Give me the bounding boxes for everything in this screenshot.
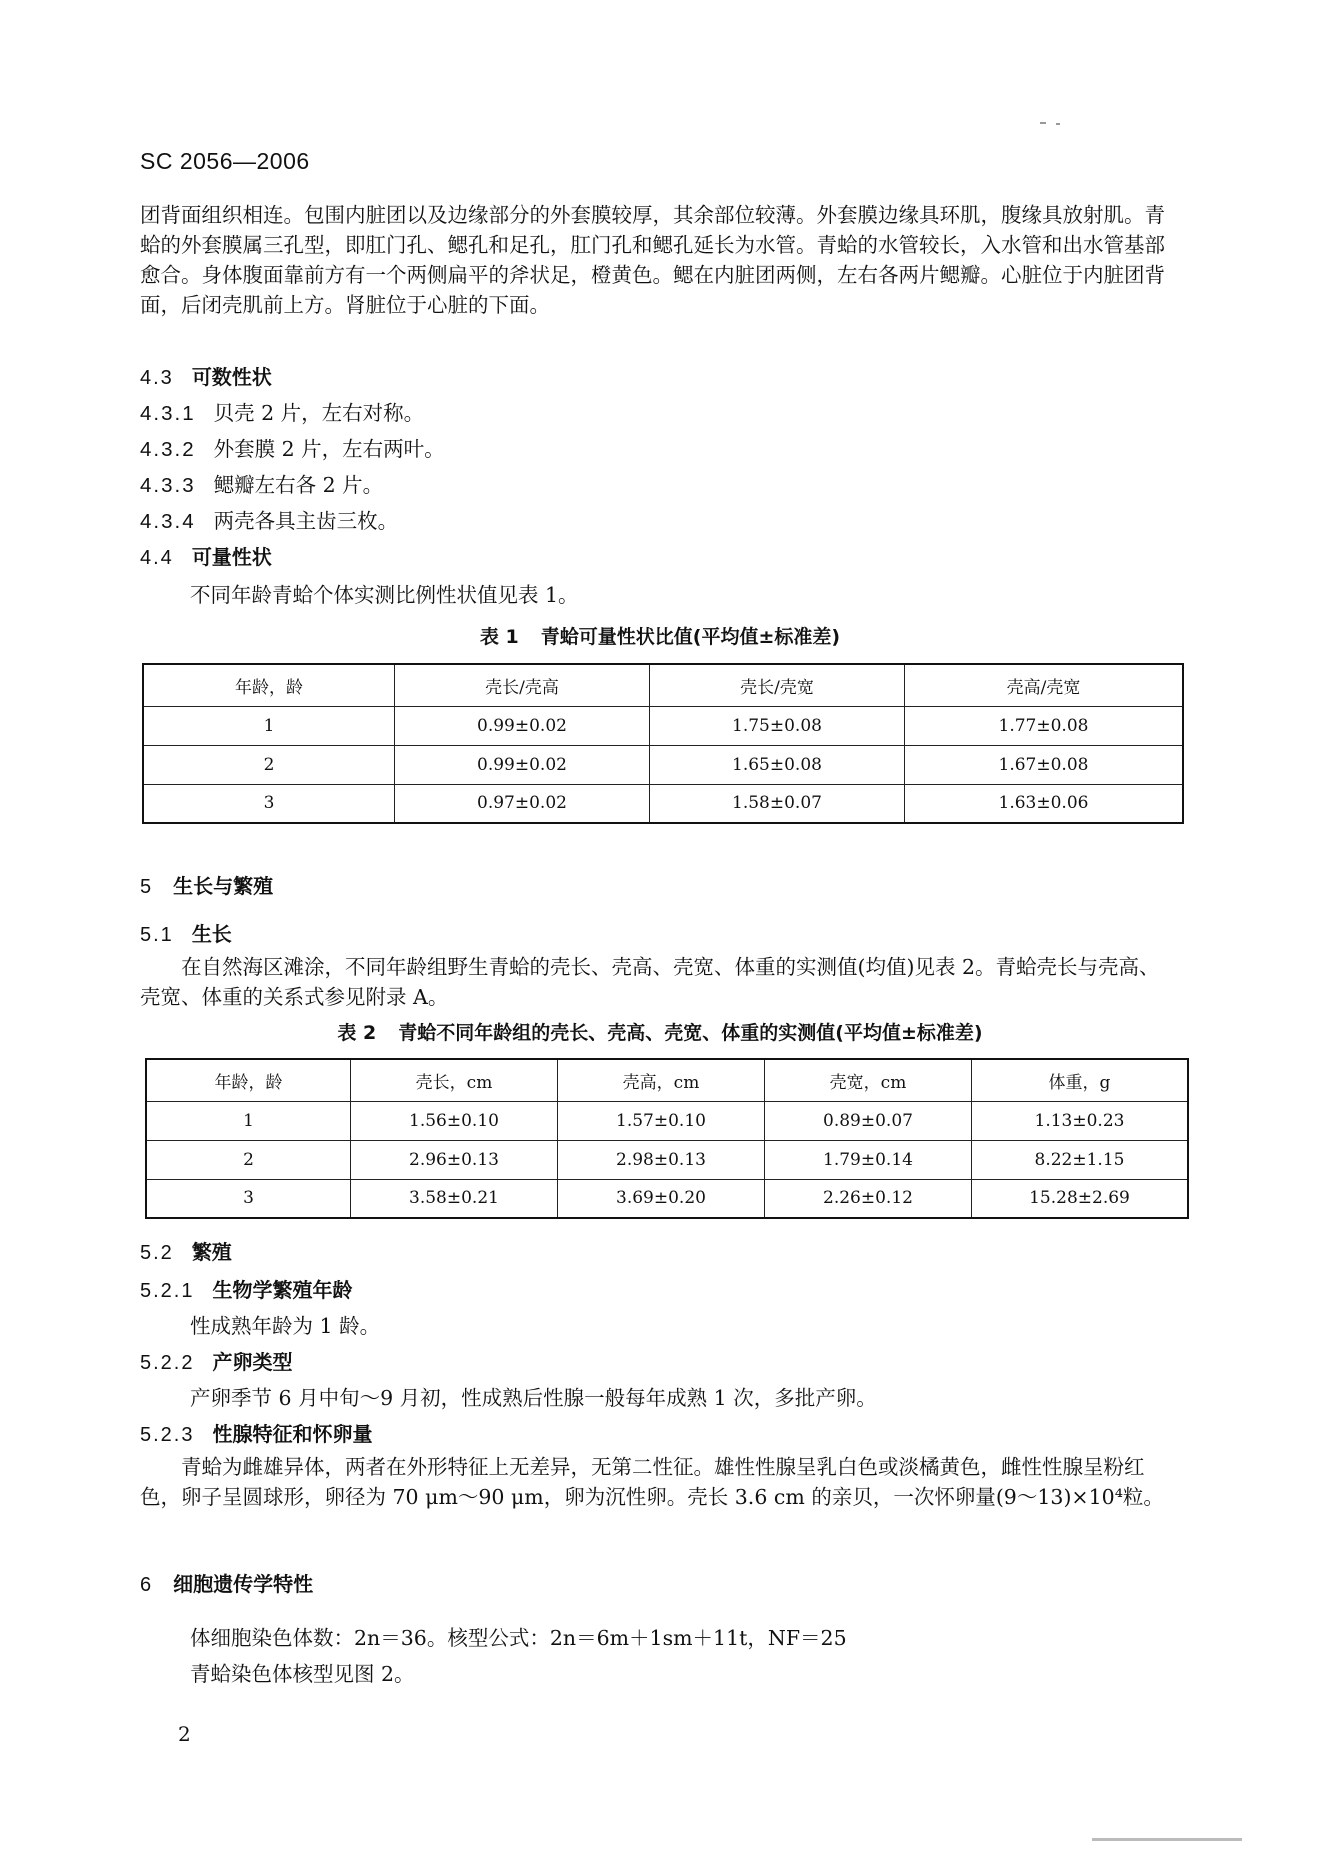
list-item xyxy=(140,504,398,534)
table-label: 表 2 xyxy=(337,1022,377,1044)
section-title: 生长 xyxy=(191,924,232,946)
paragraph-4-4: 不同年龄青蛤个体实测比例性状值见表 1。 xyxy=(190,583,579,607)
table-cell: 0.97±0.02 xyxy=(395,784,650,823)
section-5-2-1-heading xyxy=(140,1274,352,1303)
section-5-heading xyxy=(140,870,273,899)
table-cell: 1.67±0.08 xyxy=(905,745,1184,784)
paragraph-6-line2: 青蛤染色体核型见图 2。 xyxy=(190,1662,415,1686)
section-number: 6 xyxy=(140,1574,152,1596)
table-cell: 1.58±0.07 xyxy=(650,784,905,823)
table-cell: 0.99±0.02 xyxy=(395,706,650,745)
table-cell: 1.65±0.08 xyxy=(650,745,905,784)
table-cell: 1 xyxy=(146,1101,351,1140)
list-item xyxy=(140,396,424,426)
table-cell: 2 xyxy=(143,745,395,784)
paragraph-5-2-1: 性成熟年龄为 1 龄。 xyxy=(190,1314,381,1338)
table-cell: 1.56±0.10 xyxy=(351,1101,558,1140)
table-label: 表 1 xyxy=(479,626,519,648)
table-header-row xyxy=(143,664,1183,706)
item-number: 4.3.3 xyxy=(140,474,196,497)
table-cell: 0.89±0.07 xyxy=(765,1101,972,1140)
table-row xyxy=(143,745,1183,784)
paragraph-6-line1: 体细胞染色体数：2n＝36。核型公式：2n＝6m＋1sm＋11t，NF＝25 xyxy=(190,1626,847,1650)
table-cell: 1 xyxy=(143,706,395,745)
list-item xyxy=(140,468,383,498)
table-cell: 1.77±0.08 xyxy=(905,706,1184,745)
section-number: 5.2.3 xyxy=(140,1424,195,1446)
item-text: 贝壳 2 片，左右对称。 xyxy=(213,401,425,425)
paragraph-5-2-2: 产卵季节 6 月中旬～9 月初，性成熟后性腺一般每年成熟 1 次，多批产卵。 xyxy=(190,1386,877,1410)
section-5-2-heading xyxy=(140,1236,232,1265)
table-row xyxy=(143,706,1183,745)
item-number: 4.3.4 xyxy=(140,510,196,533)
scan-edge-mark xyxy=(1092,1838,1242,1841)
table-header-row xyxy=(146,1059,1188,1101)
table-cell: 8.22±1.15 xyxy=(972,1140,1189,1179)
section-title: 生长与繁殖 xyxy=(173,876,274,898)
section-title: 繁殖 xyxy=(191,1242,232,1264)
scan-speck xyxy=(1040,122,1046,124)
table-cell: 0.99±0.02 xyxy=(395,745,650,784)
item-number: 4.3.1 xyxy=(140,402,196,425)
table-cell: 3.58±0.21 xyxy=(351,1179,558,1218)
section-5-1-heading xyxy=(140,918,232,947)
section-5-2-3-heading xyxy=(140,1418,372,1447)
section-4-3-heading xyxy=(140,361,272,390)
table-title: 青蛤可量性状比值(平均值±标准差) xyxy=(540,626,841,648)
table-cell: 15.28±2.69 xyxy=(972,1179,1189,1218)
section-title: 生物学繁殖年龄 xyxy=(212,1280,353,1302)
section-title: 细胞遗传学特性 xyxy=(173,1574,314,1596)
table-row xyxy=(143,784,1183,823)
table-header: 壳宽，cm xyxy=(765,1059,972,1101)
section-number: 5 xyxy=(140,876,152,898)
table-cell: 1.79±0.14 xyxy=(765,1140,972,1179)
table-cell: 1.63±0.06 xyxy=(905,784,1184,823)
section-5-2-2-heading xyxy=(140,1346,292,1375)
table-header: 体重，g xyxy=(972,1059,1189,1101)
section-4-4-heading xyxy=(140,541,272,570)
scan-speck xyxy=(1056,123,1060,125)
table-row xyxy=(146,1101,1188,1140)
table-cell: 3 xyxy=(143,784,395,823)
table-title: 青蛤不同年龄组的壳长、壳高、壳宽、体重的实测值(平均值±标准差) xyxy=(398,1022,983,1044)
section-number: 5.2 xyxy=(140,1242,174,1264)
section-title: 性腺特征和怀卵量 xyxy=(212,1424,373,1446)
section-title: 可数性状 xyxy=(191,367,272,389)
table-header: 壳高，cm xyxy=(558,1059,765,1101)
paragraph-5-1: 在自然海区滩涂，不同年龄组野生青蛤的壳长、壳高、壳宽、体重的实测值(均值)见表 2。青蛤壳长与壳高、壳宽、体重的关系式参见附录 A。 xyxy=(140,955,1160,1009)
intro-paragraph: 团背面组织相连。包围内脏团以及边缘部分的外套膜较厚，其余部位较薄。外套膜边缘具环肌，腹缘具放射肌。青蛤的外套膜属三孔型，即肛门孔、鳃孔和足孔，肛门孔和鳃孔延长为水管。青蛤的水管较长，入水管和出水管基部愈合。身体腹面靠前方有一个两侧扁平的斧状足，橙黄色。鳃在内脏团两侧，左右各两片鳃瓣。心脏位于内脏团背面，后闭壳肌前上方。肾脏位于心脏的下面。 xyxy=(140,203,1165,317)
standard-code: SC 2056—2006 xyxy=(140,148,310,174)
table-cell: 1.13±0.23 xyxy=(972,1101,1189,1140)
list-item xyxy=(140,432,445,462)
table-header: 壳高/壳宽 xyxy=(905,664,1184,706)
table-header: 壳长，cm xyxy=(351,1059,558,1101)
table-cell: 3 xyxy=(146,1179,351,1218)
table-cell: 3.69±0.20 xyxy=(558,1179,765,1218)
table-cell: 2.96±0.13 xyxy=(351,1140,558,1179)
table1-caption xyxy=(0,622,1320,649)
table-cell: 2 xyxy=(146,1140,351,1179)
table-row xyxy=(146,1140,1188,1179)
section-number: 4.3 xyxy=(140,367,174,389)
item-text: 外套膜 2 片，左右两叶。 xyxy=(213,437,445,461)
table-cell: 1.75±0.08 xyxy=(650,706,905,745)
item-text: 鳃瓣左右各 2 片。 xyxy=(213,473,384,497)
table-row xyxy=(146,1179,1188,1218)
section-title: 可量性状 xyxy=(191,547,272,569)
table-cell: 2.98±0.13 xyxy=(558,1140,765,1179)
table-header: 年龄，龄 xyxy=(146,1059,351,1101)
table2 xyxy=(145,1058,1189,1219)
table2-caption xyxy=(0,1018,1320,1045)
section-number: 5.2.1 xyxy=(140,1280,195,1302)
table-header: 壳长/壳宽 xyxy=(650,664,905,706)
item-number: 4.3.2 xyxy=(140,438,196,461)
page-number: 2 xyxy=(178,1722,191,1746)
table-header: 壳长/壳高 xyxy=(395,664,650,706)
section-number: 4.4 xyxy=(140,547,174,569)
section-title: 产卵类型 xyxy=(212,1352,293,1374)
section-number: 5.1 xyxy=(140,924,174,946)
section-6-heading xyxy=(140,1568,313,1597)
item-text: 两壳各具主齿三枚。 xyxy=(213,509,399,533)
table1 xyxy=(142,663,1184,824)
paragraph-5-2-3: 青蛤为雌雄异体，两者在外形特征上无差异，无第二性征。雄性性腺呈乳白色或淡橘黄色，雌性性腺呈粉红色，卵子呈圆球形，卵径为 70 μm～90 μm，卵为沉性卵。壳长 3.6 cm 的亲贝，一次怀卵量(9～13)×10⁴粒。 xyxy=(140,1455,1164,1509)
table-cell: 1.57±0.10 xyxy=(558,1101,765,1140)
table-header: 年龄，龄 xyxy=(143,664,395,706)
section-number: 5.2.2 xyxy=(140,1352,195,1374)
table-cell: 2.26±0.12 xyxy=(765,1179,972,1218)
